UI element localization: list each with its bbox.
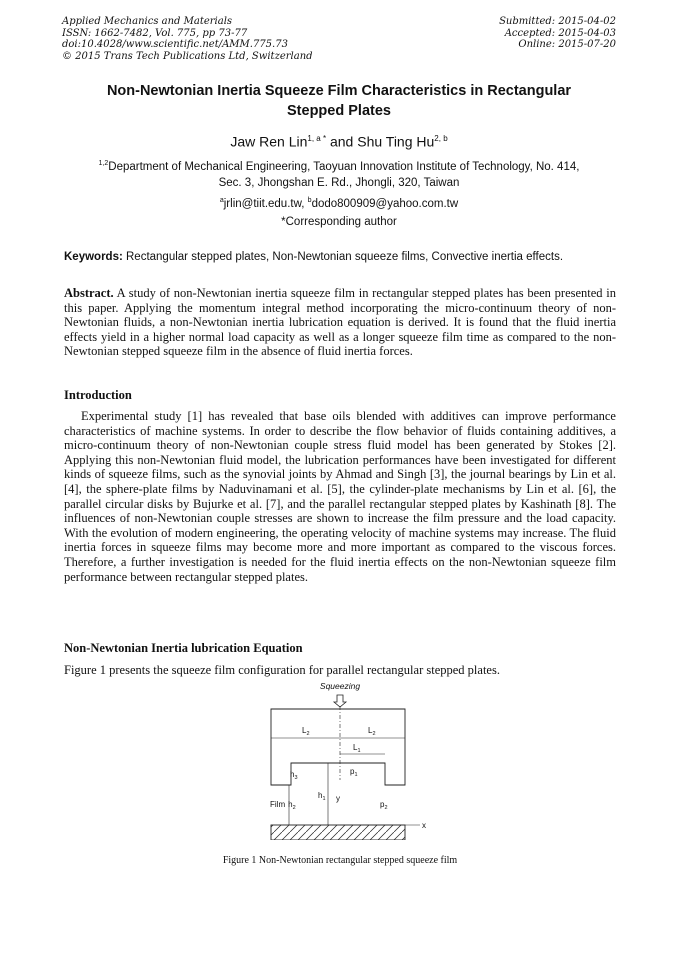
keywords — [64, 249, 616, 265]
abstract — [64, 286, 616, 359]
paper-title — [62, 81, 616, 121]
submitted-date: Submitted: 2015-04-02 — [499, 16, 616, 27]
author-conjunction: and — [326, 133, 358, 150]
email-b-sup: b — [307, 197, 312, 204]
email-b[interactable]: dodo800909@yahoo.com.tw — [311, 197, 459, 210]
author-emails — [62, 193, 616, 212]
issn: ISSN: 1662-7482, Vol. 775, pp 73-77 — [62, 27, 248, 39]
abstract-label: Abstract. — [64, 286, 114, 300]
author-2-affil: 2, b — [434, 134, 448, 143]
affiliation-line-2: Sec. 3, Jhongshan E. Rd., Jhongli, 320, Taiwan — [218, 176, 460, 189]
h1-label: $h_1$ — [318, 791, 326, 802]
journal-header — [62, 16, 313, 62]
l2-left-label: $L_2$ — [302, 726, 310, 737]
affiliation — [62, 156, 616, 191]
author-1-affil: 1, a * — [307, 134, 327, 143]
journal-name: Applied Mechanics and Materials — [62, 16, 233, 27]
keywords-text: Rectangular stepped plates, Non-Newtonian squeeze films, Convective inertia effects. — [122, 251, 564, 263]
l2-right-label: $L_2$ — [368, 726, 376, 737]
y-axis-label: y — [336, 794, 340, 803]
title-line-2: Stepped Plates — [287, 103, 391, 119]
introduction-text: Experimental study [1] has revealed that base oils blended with additives can improve performance characteristics of machine systems. In order to describe the flow behavior of fluids containing additives, a micro-continuum theory of non-Newtonian couple stress fluid model has been generated by Stokes [2]. Applying this non-Newtonian fluid model, the lubrication performances have been investigated for different kinds of squeeze films, such as the synovial joints by Ahmad and Singh [3], the journal bearings by Lin et al. [4], the sphere-plate films by Naduvinamani et al. [5], the cylinder-plate mechanisms by Lin et al. [6], the parallel circular disks by Bujurke et al. [7], and the parallel rectangular stepped plates by Kashinath [8]. The influences of non-Newtonian couple stresses are shown to increase the film pressure and the load capacity. With the evolution of modern engineering, the operating velocity of machine systems may increase. The fluid inertia forces in squeeze films may become more and more important as compared to the viscous forces. Therefore, a further investigation is needed for the fluid inertia effects on the non-Newtonian squeeze film performance between rectangular stepped plates. — [64, 409, 616, 584]
figure-1-diagram — [258, 680, 438, 840]
author-1: Jaw Ren Lin — [230, 133, 308, 150]
lower-plate — [271, 825, 405, 840]
online-date: Online: 2015-07-20 — [518, 39, 616, 50]
dates-header — [499, 16, 616, 51]
email-a-sup: a — [219, 197, 224, 204]
keywords-label: Keywords: — [64, 251, 123, 263]
squeeze-arrow-icon — [334, 695, 346, 707]
squeezing-label: Squeezing — [319, 681, 361, 691]
abstract-text: A study of non-Newtonian inertia squeeze film in rectangular stepped plates has been presented in this paper. Applying the momentum integral method incorporating the micro-continuum theory of non-Newtonian fluids, a non-Newtonian inertia lubrication equation is derived. It is found that the fluid inertia effects yield in a higher normal load capacity as well as a longer squeeze film time as compared to the non-Newtonian stepped squeeze film in the absence of fluid inertia forces. — [64, 286, 616, 359]
affiliation-sup: 1,2 — [98, 160, 109, 167]
copyright: © 2015 Trans Tech Publications Ltd, Switzerland — [62, 50, 313, 62]
affiliation-line-1: Department of Mechanical Engineering, Taoyuan Innovation Institute of Technology, No. 414, — [108, 160, 580, 173]
x-axis-label: x — [422, 821, 426, 830]
introduction-heading: Introduction — [64, 388, 132, 402]
title-line-1: Non-Newtonian Inertia Squeeze Film Characteristics in Rectangular — [106, 83, 572, 99]
film-label: Film $h_2$ — [270, 800, 296, 811]
p2-label: $p_2$ — [380, 800, 388, 811]
p1-label: $p_1$ — [350, 767, 358, 778]
l1-label: $L_1$ — [353, 743, 361, 754]
h3-label: $h_3$ — [290, 770, 298, 781]
section-2-heading: Non-Newtonian Inertia lubrication Equation — [64, 641, 303, 655]
section-2-text: Figure 1 presents the squeeze film configuration for parallel rectangular stepped plates. — [64, 663, 500, 677]
accepted-date: Accepted: 2015-04-03 — [504, 27, 616, 39]
doi: doi:10.4028/www.scientific.net/AMM.775.73 — [62, 39, 288, 50]
email-a[interactable]: jrlin@tiit.edu.tw, — [223, 197, 308, 210]
figure-1-caption: Figure 1 Non-Newtonian rectangular stepped squeeze film — [222, 855, 458, 866]
author-list — [62, 130, 616, 151]
author-2: Shu Ting Hu — [357, 133, 435, 150]
corresponding-author: *Corresponding author — [281, 216, 397, 228]
